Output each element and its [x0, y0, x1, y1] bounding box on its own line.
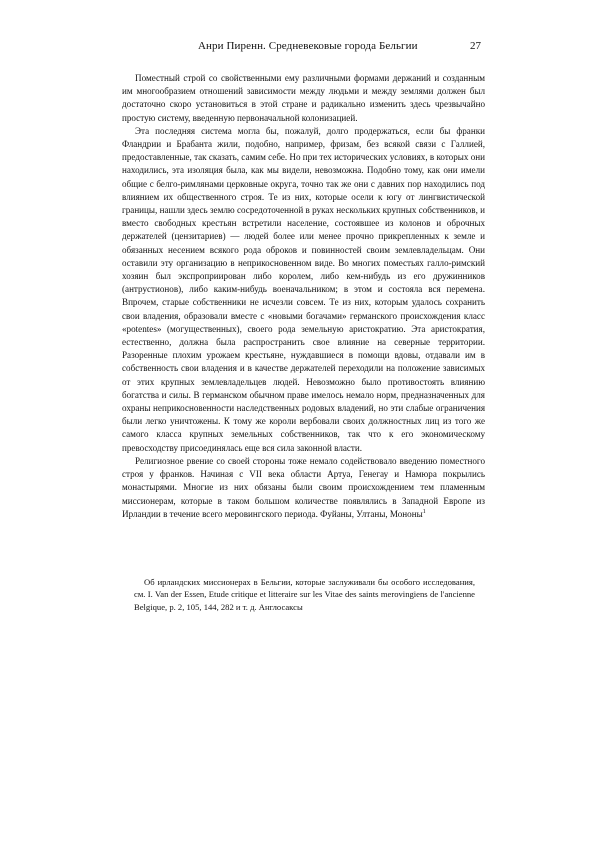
- running-header: Анри Пиренн. Средневековые города Бельгии: [198, 40, 418, 52]
- paragraph-text: Религиозное рвение со своей стороны тоже немало содействовало введению поместного строя у франков. Начиная с VII века области Артуа, Генегау и Намюра покрылись монастырями. Многие из них обязаны были своим происхождением тем пламенным миссионерам, которые в таком большом количестве появлялись в Западной Европе из Ирландии в течение всего меровингского периода. Фуйаны, Ултаны, Мононы: [122, 455, 485, 519]
- footnote-marker[interactable]: 1: [422, 508, 426, 515]
- paragraph: [122, 455, 485, 521]
- paragraph: Поместный строй со свойственными ему различными формами держаний и созданным им многообразием отношений зависимости между людьми и между землями должен был достаточно скоро установиться в этой стране и радикально изменить здесь чрезвычайно простую систему, введенную первоначальной колонизацией.: [122, 73, 485, 123]
- page-number: 27: [470, 40, 481, 52]
- footnote: [134, 576, 475, 613]
- paragraph: Эта последняя система могла бы, пожалуй, долго продержаться, если бы франки Фландрии и Брабанта жили, подобно, например, фризам, без всякой связи с Галлией, предоставленные, так сказать, самим себе. Но при тех исторических условиях, в которых они находились, эта изоляция была, как мы видели, невозможна. Подобно тому, как они имели общие с белго-римлянами церковные округа, точно так же они с давних пор находились под влиянием их общественного строя. Те из них, которые осели к югу от лингвистической границы, нашли здесь землю сосредоточенной в руках нескольких крупных собственников, и вместо свободных крестьян встретили население, состоявшее из колонов и оброчных держателей (цензитариев) — людей более или менее прочно прикрепленных к земле и обязанных несением всякого рода оброков и повинностей своим землевладельцам. Они оставили эту организацию в неприкосновенном виде. Во многих поместьях галло-римский хозяин был экспроприирован либо королем, либо кем-нибудь из его дружинников (антрустионов), либо каким-нибудь военачальником; в этом и состояла вся перемена. Впрочем, старые собственники не исчезли совсем. Те из них, которым удалось сохранить свои владения, образовали вместе с «новыми богачами» германского происхождения класс «potentes» (могущественных), своего рода земельную аристократию. Эта аристократия, естественно, должна была распространить свое влияние на северные территории. Разоренные плохим урожаем крестьяне, нуждавшиеся в помощи вдовы, отдавали им в собственность свои владения и в качестве держателей переходили на положение зависимых от этих крупных землевладельцев людей. Невозможно было противостоять влиянию богатства и силы. В германском обычном праве имелось немало норм, предназначенных для охраны неприкосновенности наследственных родовых владений, но эти слабые ограничения были легко уничтожены. К тому же короли вербовали своих должностных лиц из того же самого класса крупных земельных собственников, так что к его экономическому превосходству присоединялась еще вся сила законной власти.: [122, 125, 485, 453]
- body-text: [122, 72, 485, 521]
- footnote-text: Об ирландских миссионерах в Бельгии, которые заслуживали бы особого исследования, см. I. Van der Essen, Etude critique et litteraire sur les Vitae des saints merovingiens de l'ancienne Belgique, p. 2, 105, 144, 282 и т. д. Англосаксы: [134, 577, 475, 612]
